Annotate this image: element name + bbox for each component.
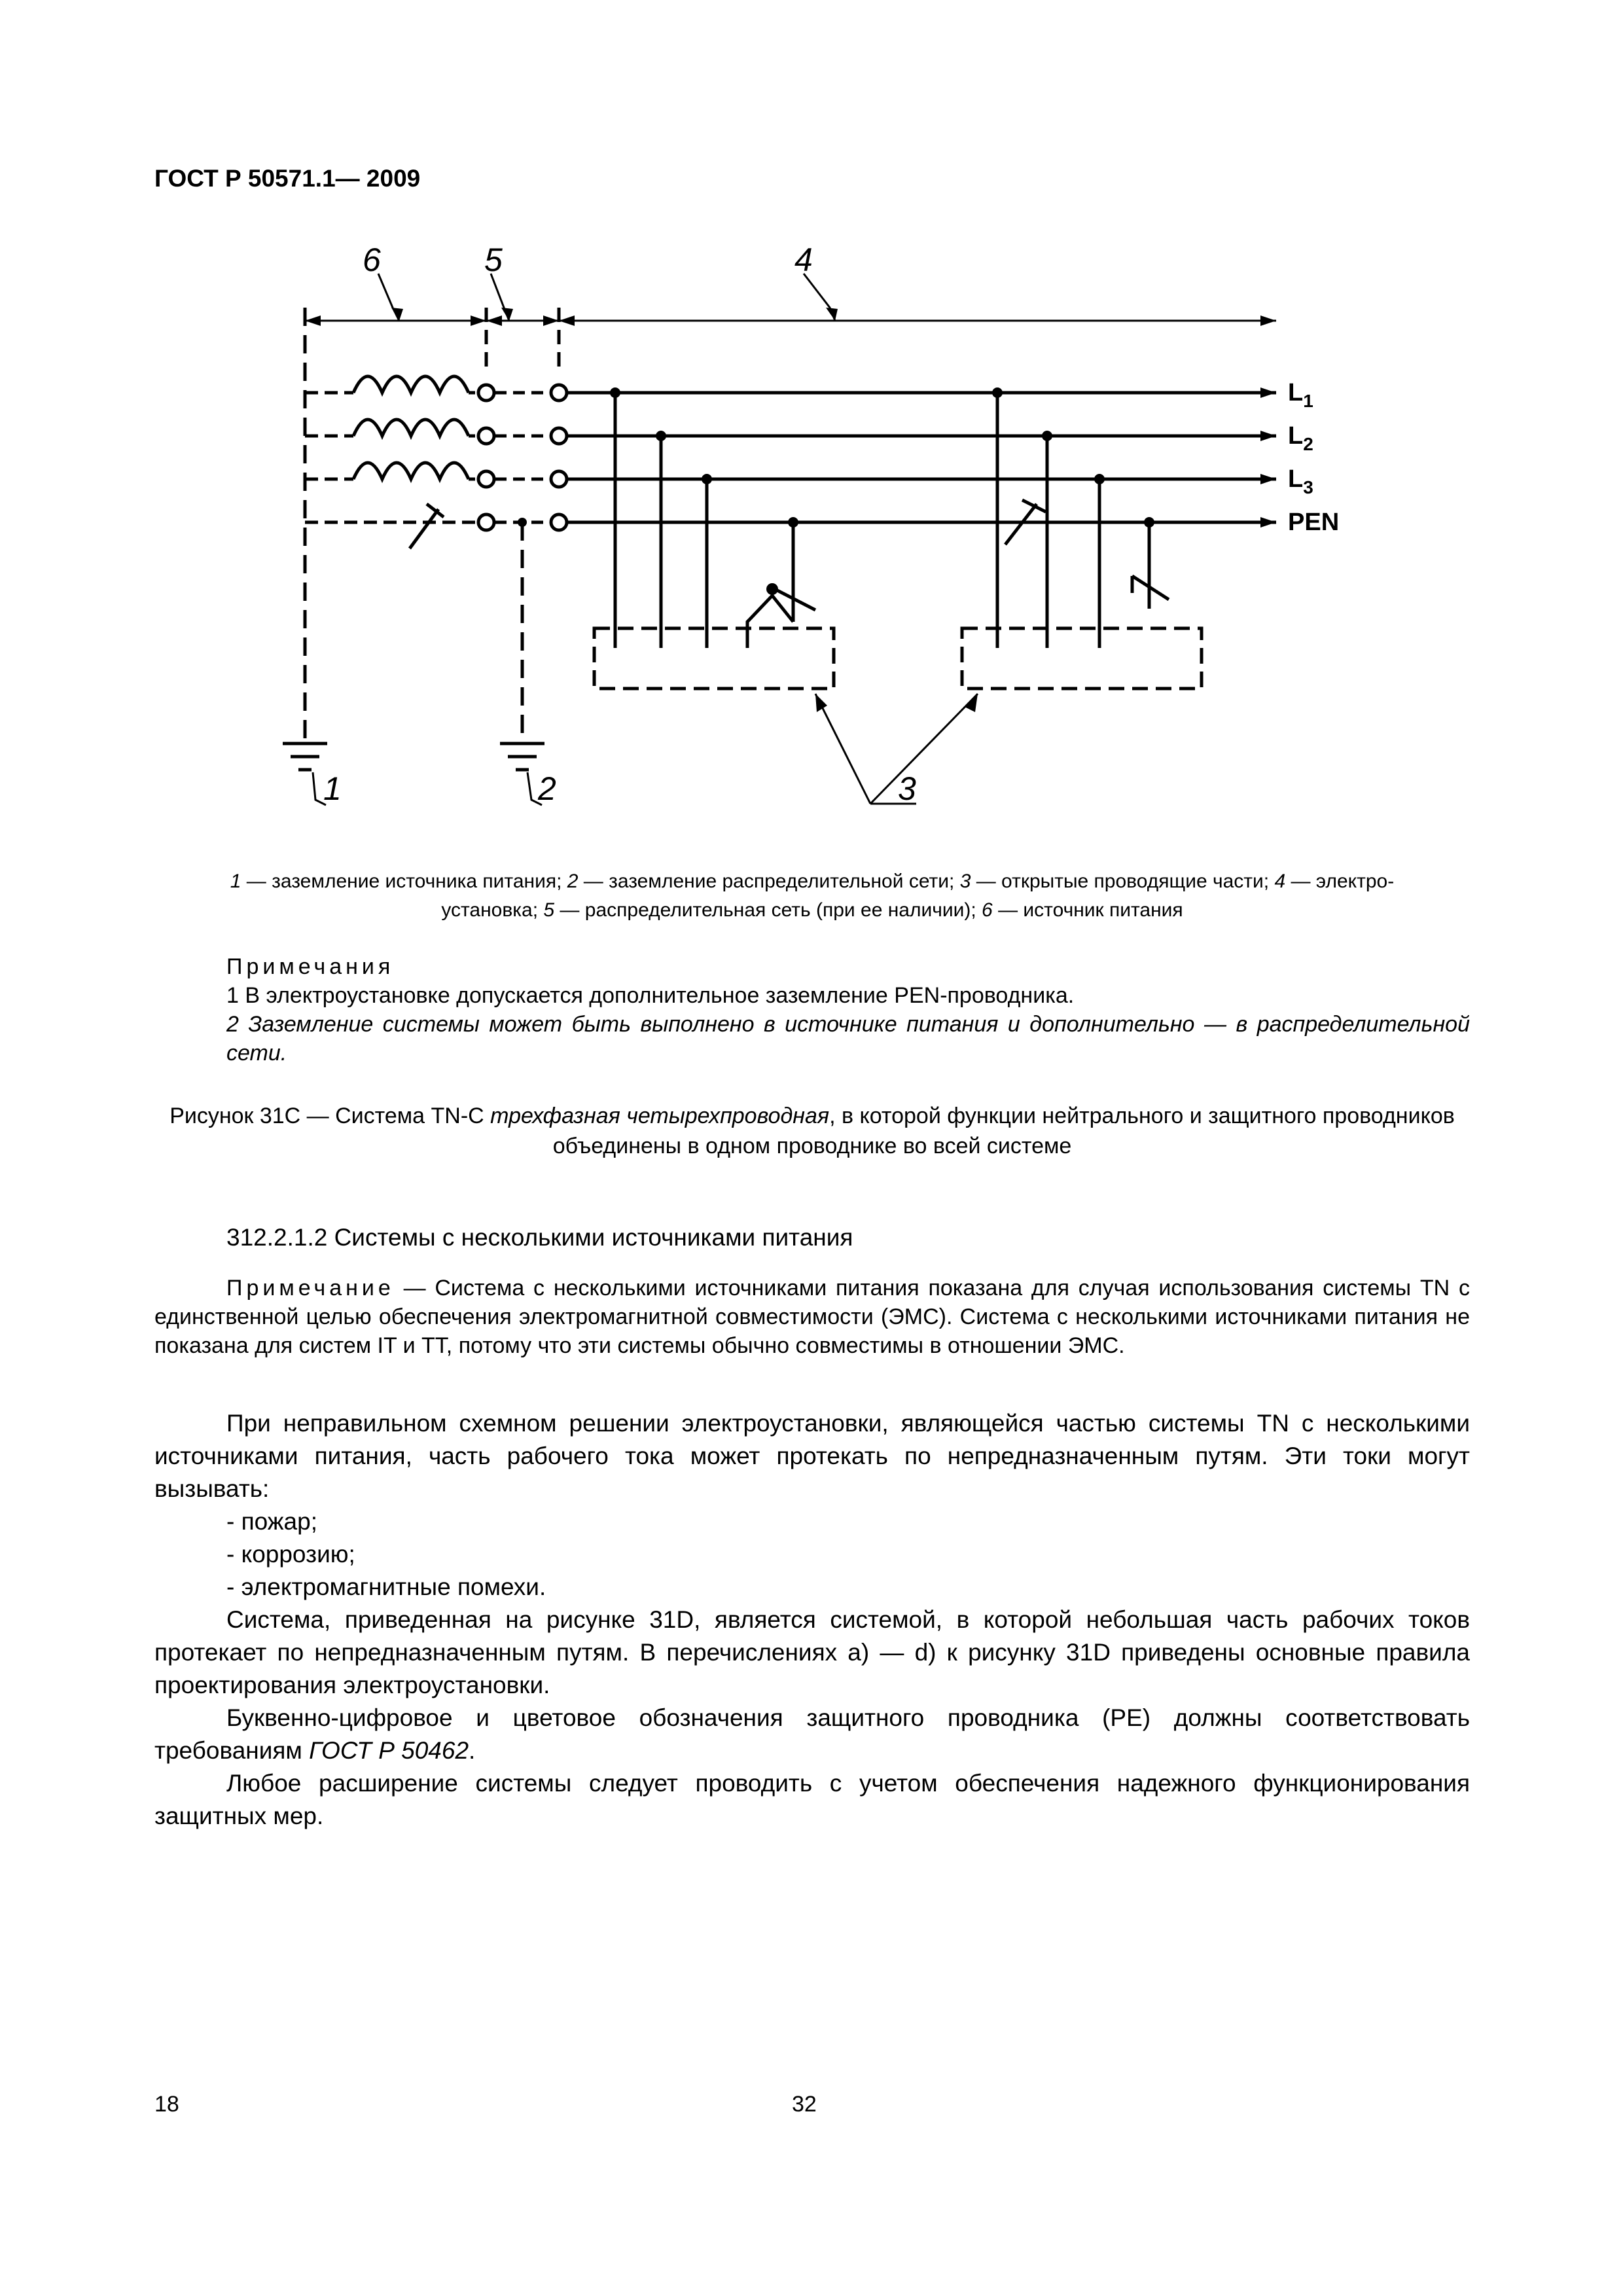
coil-l2-icon [353,420,469,436]
note-1: 1 В электроустановке допускается дополнительное заземление PEN-проводника. [226,983,1075,1008]
label-1: 1 [323,770,342,807]
list-item: - электромагнитные помехи. [226,1573,546,1600]
list-item: - коррозию; [226,1541,355,1568]
line-label-pen: PEN [1288,509,1340,536]
section-title: 312.2.1.2 Системы с несколькими источниками питания [226,1224,853,1251]
body-text [154,1407,1470,1833]
installation-switch-2-icon [1005,504,1037,545]
paragraph-1: При неправильном схемном решении электроустановки, являющейся частью системы TN с несколькими источниками питания, часть рабочего тока может протекать по непредназначенным путям. Эти токи могут вызывать: [154,1410,1470,1502]
source-switch-icon [410,509,438,548]
line-label-l1: $L_1$ [1288,379,1313,411]
line-label-l3: $L_3$ [1288,465,1313,497]
coil-l1-icon [353,376,469,393]
page-number-left: 18 [154,2092,179,2117]
line-label-l2: $L_2$ [1288,422,1313,454]
figure-legend: 1 — заземление источника питания; 2 — заземление распределительной сети; 3 — открытые проводящие части; 4 — электро- установка; 5 — распределительная сеть (при ее наличии); 6 — источник питания [230,870,1395,921]
page-number-center: 32 [792,2092,817,2117]
figure-caption: Рисунок 31С — Система TN-C трехфазная четырехпроводная, в которой функции нейтрального и защитного проводников объединены в одном проводнике во всей системе [169,1103,1455,1158]
label-5: 5 [484,242,503,278]
notes-title: Примечания [226,954,395,979]
label-3: 3 [898,770,916,807]
exposed-parts-box-1 [594,628,834,689]
figure-notes [154,952,1470,1067]
label-6: 6 [363,242,381,278]
document-header: ГОСТ Р 50571.1— 2009 [154,165,421,192]
note-2: 2 Заземление системы может быть выполнено в источнике питания и дополнительно — в распределительной сети. [226,1012,1470,1066]
paragraph-4: Любое расширение системы следует проводить с учетом обеспечения надежного функционирования защитных мер. [154,1770,1470,1829]
coil-l3-icon [353,463,469,479]
paragraph-2: Система, приведенная на рисунке 31D, является системой, в которой небольшая часть рабочих токов протекает по непредназначенным путям. В перечислениях а) — d) к рисунку 31D приведены основные правила проектирования электроустановки. [154,1606,1470,1698]
label-4: 4 [794,242,813,278]
label-2: 2 [538,770,556,807]
tn-c-system-diagram [0,0,1623,851]
list-item: - пожар; [226,1508,317,1535]
paragraph-3: Буквенно-цифровое и цветовое обозначения защитного проводника (РЕ) должны соответствовать требованиям ГОСТ Р 50462. [154,1704,1470,1764]
section-note: Примечание — Система с несколькими источниками питания показана для случая использования системы TN с единственной целью обеспечения электромагнитной совместимости (ЭМС). Система с несколькими источниками питания не показана для систем IT и TT, потому что эти системы обычно совместимы в отношении ЭМС. [154,1276,1470,1358]
